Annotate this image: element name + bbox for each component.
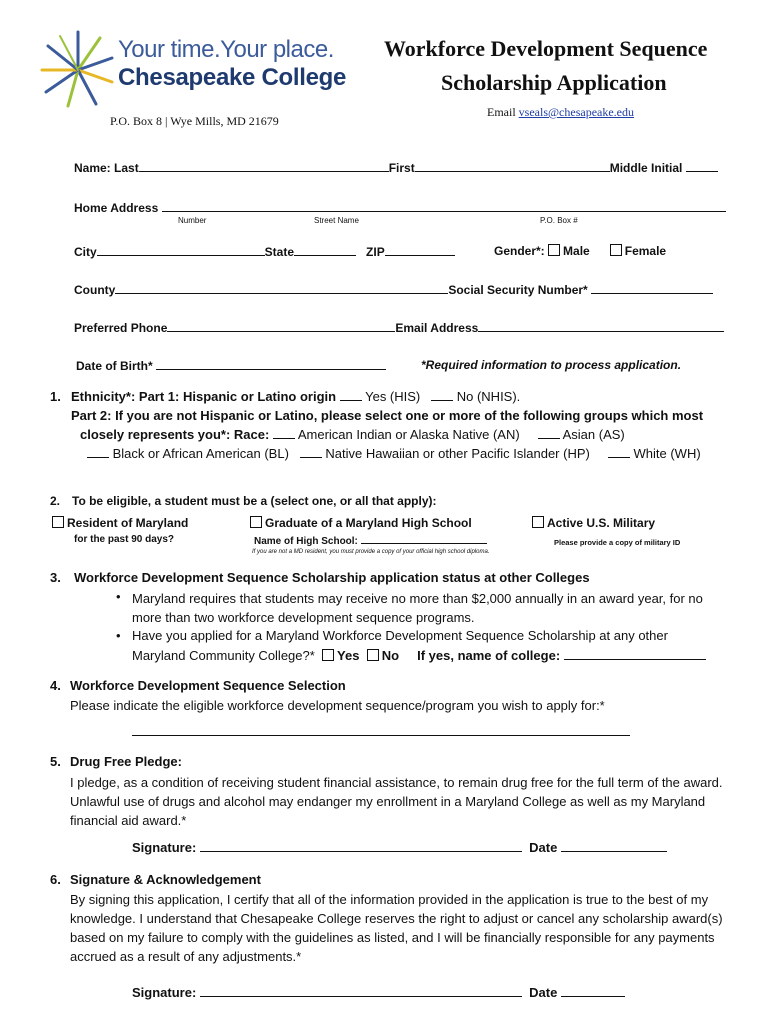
military-sub: Please provide a copy of military ID xyxy=(554,538,681,547)
section5-number: 5. xyxy=(50,754,61,769)
md-resident-sub: for the past 90 days? xyxy=(74,534,175,545)
zip-label: ZIP xyxy=(366,245,385,259)
county-row xyxy=(74,282,713,297)
female-checkbox[interactable] xyxy=(610,244,622,256)
ack-date-label: Date xyxy=(529,985,558,1000)
his-no-field[interactable] xyxy=(431,389,453,401)
first-name-label: First xyxy=(388,161,415,175)
section5-text: I pledge, as a condition of receiving student financial assistance, to remain drug free for the full term of the award. Unlawful use of drugs and alcohol may endanger my enrollment in a Maryland College as well as my Maryland financial aid award.* xyxy=(70,775,723,828)
city-row xyxy=(74,244,455,259)
female-label: Female xyxy=(624,244,667,258)
zip-field[interactable] xyxy=(385,244,455,256)
hs-name-field[interactable] xyxy=(361,534,487,544)
pledge-signature-label: Signature: xyxy=(132,840,197,855)
email-label: Email xyxy=(487,105,516,119)
ethnicity-part2-line1: Part 2: If you are not Hispanic or Latino, please select one or more of the following groups which most xyxy=(71,408,704,423)
race-hp-field[interactable] xyxy=(300,446,322,458)
race-row1 xyxy=(80,427,625,442)
name-row xyxy=(74,160,718,175)
first-name-field[interactable] xyxy=(415,160,610,172)
last-name-label: Name: Last xyxy=(74,161,139,175)
gender-label: Gender*: xyxy=(494,244,545,258)
dob-field[interactable] xyxy=(156,358,386,370)
county-field[interactable] xyxy=(115,282,448,294)
city-field[interactable] xyxy=(97,244,265,256)
hs-name-row xyxy=(254,534,487,547)
email-row xyxy=(487,105,634,120)
college-name-label: If yes, name of college: xyxy=(417,648,561,663)
race-an-field[interactable] xyxy=(273,427,295,439)
starburst-icon xyxy=(38,30,128,110)
home-address-field[interactable] xyxy=(162,200,726,212)
dob-label: Date of Birth* xyxy=(76,359,153,373)
section3-number: 3. xyxy=(50,570,61,585)
section2-number: 2. xyxy=(50,494,61,508)
race-label: closely represents you*: Race: xyxy=(80,427,270,442)
military-label: Active U.S. Military xyxy=(547,516,656,530)
race-as-label: Asian (AS) xyxy=(562,427,625,442)
md-hs-option xyxy=(250,516,472,530)
pledge-signature-field[interactable] xyxy=(200,840,522,852)
md-resident-label: Resident of Maryland xyxy=(67,516,189,530)
ethnicity-part1-label: Ethnicity*: Part 1: Hispanic or Latino origin xyxy=(71,389,337,404)
state-field[interactable] xyxy=(294,244,356,256)
bullet-dot: • xyxy=(116,628,121,643)
section6-title: Signature & Acknowledgement xyxy=(70,872,261,887)
race-bl-label: Black or African American (BL) xyxy=(112,446,289,461)
phone-row xyxy=(74,320,724,335)
state-label: State xyxy=(264,245,295,259)
race-row2 xyxy=(87,446,701,461)
city-label: City xyxy=(74,245,97,259)
home-address-row xyxy=(74,200,726,215)
section3-title: Workforce Development Sequence Scholarship application status at other Colleges xyxy=(74,570,590,585)
race-an-label: American Indian or Alaska Native (AN) xyxy=(297,427,520,442)
dob-row xyxy=(76,358,386,373)
section3-bullet2-line2 xyxy=(132,648,706,663)
ethnicity-part1-row xyxy=(71,389,520,404)
race-hp-label: Native Hawaiian or other Pacific Islander (HP) xyxy=(325,446,590,461)
middle-initial-label: Middle Initial xyxy=(609,161,683,175)
race-wh-label: White (WH) xyxy=(633,446,701,461)
md-hs-checkbox[interactable] xyxy=(250,516,262,528)
pledge-date-field[interactable] xyxy=(561,840,667,852)
section3-bullet1: Maryland requires that students may receive no more than $2,000 annually in an award year, for no more than two workforce development sequence programs. xyxy=(132,591,703,625)
section5-title: Drug Free Pledge: xyxy=(70,754,182,769)
race-bl-field[interactable] xyxy=(87,446,109,458)
pledge-date-label: Date xyxy=(529,840,558,855)
bullet-dot: • xyxy=(116,589,121,604)
address: P.O. Box 8 | Wye Mills, MD 21679 xyxy=(110,114,279,128)
other-college-yes-label: Yes xyxy=(337,648,360,663)
page-title-line1: Workforce Development Sequence xyxy=(384,36,708,61)
page-title-line2: Scholarship Application xyxy=(441,70,667,95)
county-label: County xyxy=(74,283,116,297)
section4-text: Please indicate the eligible workforce development sequence/program you wish to apply for:* xyxy=(70,698,605,713)
college-name-field[interactable] xyxy=(564,648,706,660)
logo-tagline: Your time.Your place. xyxy=(118,36,334,63)
other-college-question: Maryland Community College?* xyxy=(132,648,315,663)
section2-title: To be eligible, a student must be a (select one, or all that apply): xyxy=(72,494,437,508)
military-option xyxy=(532,516,655,530)
address-sub-number: Number xyxy=(178,216,207,225)
his-no-label: No (NHIS). xyxy=(456,389,521,404)
race-as-field[interactable] xyxy=(538,427,560,439)
male-label: Male xyxy=(563,244,590,258)
military-checkbox[interactable] xyxy=(532,516,544,528)
pledge-signature-row xyxy=(132,840,667,855)
his-yes-field[interactable] xyxy=(340,389,362,401)
race-wh-field[interactable] xyxy=(608,446,630,458)
section4-title: Workforce Development Sequence Selection xyxy=(70,678,346,693)
md-hs-label: Graduate of a Maryland High School xyxy=(265,516,472,530)
address-sub-street: Street Name xyxy=(314,216,359,225)
ack-date-field[interactable] xyxy=(561,985,625,997)
logo-college-name: Chesapeake College xyxy=(118,64,347,91)
address-sub-pobox: P.O. Box # xyxy=(540,216,578,225)
other-college-yes-checkbox[interactable] xyxy=(322,649,334,661)
phone-label: Preferred Phone xyxy=(74,321,168,335)
ack-signature-field[interactable] xyxy=(200,985,522,997)
md-resident-checkbox[interactable] xyxy=(52,516,64,528)
male-checkbox[interactable] xyxy=(548,244,560,256)
email-link[interactable]: vseals@chesapeake.edu xyxy=(518,105,635,119)
other-college-no-checkbox[interactable] xyxy=(367,649,379,661)
other-college-no-label: No xyxy=(381,648,400,663)
last-name-field[interactable] xyxy=(139,160,389,172)
md-resident-option xyxy=(52,516,188,530)
hs-name-label: Name of High School: xyxy=(254,536,358,547)
college-logo xyxy=(38,30,347,110)
email-address-field[interactable] xyxy=(478,320,724,332)
home-address-label: Home Address xyxy=(74,201,159,215)
ack-signature-row xyxy=(132,985,625,1000)
middle-initial-field[interactable] xyxy=(686,160,718,172)
ack-signature-label: Signature: xyxy=(132,985,197,1000)
phone-field[interactable] xyxy=(167,320,395,332)
ssn-field[interactable] xyxy=(591,282,713,294)
required-note: *Required information to process application. xyxy=(421,358,682,372)
ssn-label: Social Security Number* xyxy=(448,283,588,297)
section4-number: 4. xyxy=(50,678,61,693)
section3-bullet2-line1: Have you applied for a Maryland Workforce Development Sequence Scholarship at any other xyxy=(132,628,668,643)
email-address-label: Email Address xyxy=(395,321,479,335)
his-yes-label: Yes (HIS) xyxy=(365,389,421,404)
program-field[interactable] xyxy=(132,735,630,736)
gender-row xyxy=(494,244,666,258)
hs-diploma-note: If you are not a MD resident, you must provide a copy of your official high school diploma. xyxy=(252,549,490,555)
section1-number: 1. xyxy=(50,389,61,404)
section6-number: 6. xyxy=(50,872,61,887)
section6-text: By signing this application, I certify that all of the information provided in the application is true to the best of my knowledge. I understand that Chesapeake College reserves the right to adjust or cancel any scholarship award(s) based on my failure to comply with the guidelines as listed, and I will be financially responsible for any payments accrued as a result of any adjustments.* xyxy=(70,892,723,964)
